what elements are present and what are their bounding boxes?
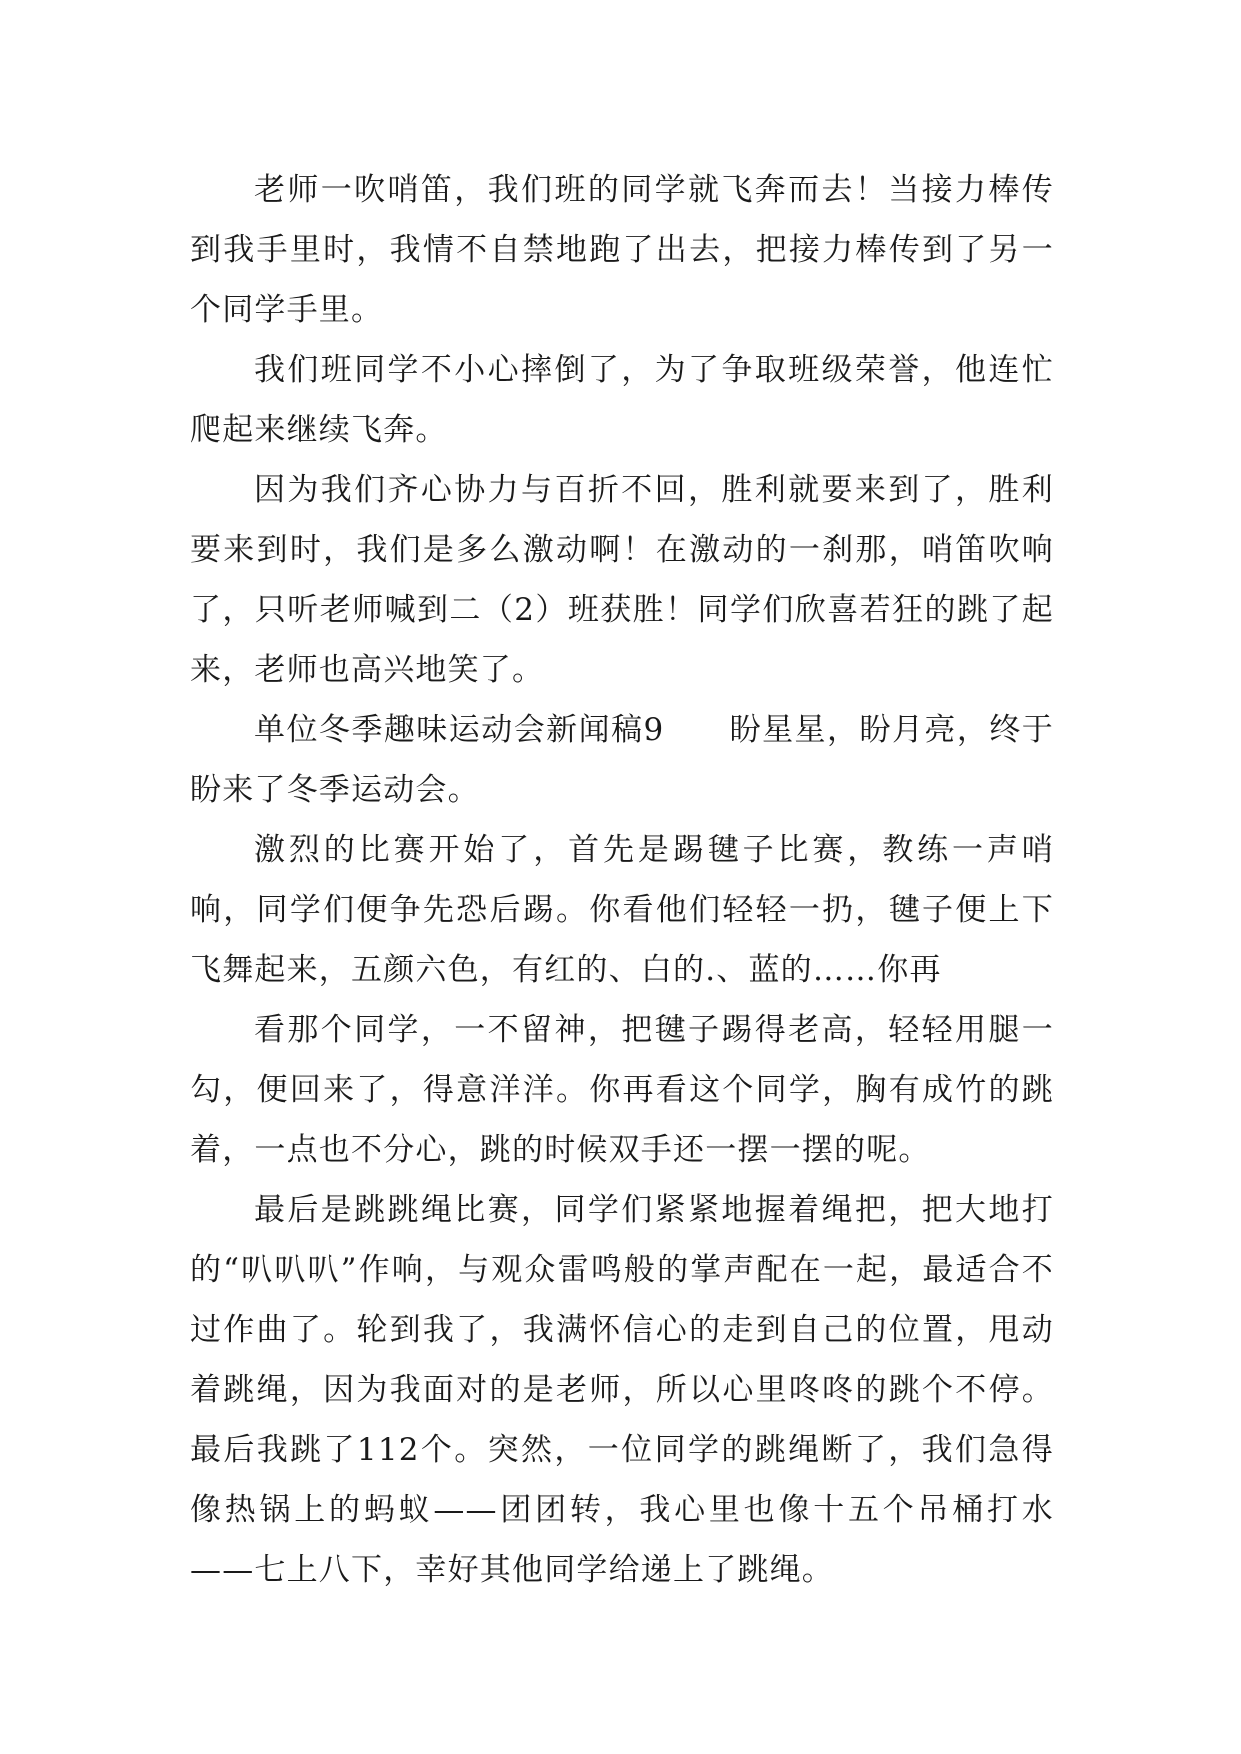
paragraph-jump-rope: 最后是跳跳绳比赛，同学们紧紧地握着绳把，把大地打的“叭叭叭”作响，与观众雷鸣般的掌声配在一起，最适合不过作曲了。轮到我了，我满怀信心的走到自己的位置，甩动着跳绳，因为我面对的是老师，所以心里咚咚的跳个不停。最后我跳了112个。突然，一位同学的跳绳断了，我们急得像热锅上的蚂蚁——团团转，我心里也像十五个吊桶打水——七上八下，幸好其他同学给递上了跳绳。 <box>190 1192 1054 1588</box>
paragraph-shuttlecock-classmates: 看那个同学，一不留神，把毽子踢得老高，轻轻用腿一勾，便回来了，得意洋洋。你再看这个同学，胸有成竹的跳着，一点也不分心，跳的时候双手还一摆一摆的呢。 <box>190 1012 1054 1168</box>
paragraph-classmate-fall: 我们班同学不小心摔倒了，为了争取班级荣誉，他连忙爬起来继续飞奔。 <box>190 352 1054 448</box>
document-body <box>190 160 1054 1600</box>
paragraph-shuttlecock-contest: 激烈的比赛开始了，首先是踢毽子比赛，教练一声哨响，同学们便争先恐后踢。你看他们轻轻一扔，毽子便上下飞舞起来，五颜六色，有红的、白的.、蓝的……你再 <box>190 832 1054 988</box>
paragraph-relay-start: 老师一吹哨笛，我们班的同学就飞奔而去！当接力棒传到我手里时，我情不自禁地跑了出去，把接力棒传到了另一个同学手里。 <box>190 172 1054 328</box>
paragraph-victory: 因为我们齐心协力与百折不回，胜利就要来到了，胜利要来到时，我们是多么激动啊！在激动的一刹那，哨笛吹响了，只听老师喊到二（2）班获胜！同学们欣喜若狂的跳了起来，老师也高兴地笑了。 <box>190 472 1054 688</box>
paragraph-news-heading: 单位冬季趣味运动会新闻稿9 盼星星，盼月亮，终于盼来了冬季运动会。 <box>190 712 1054 808</box>
